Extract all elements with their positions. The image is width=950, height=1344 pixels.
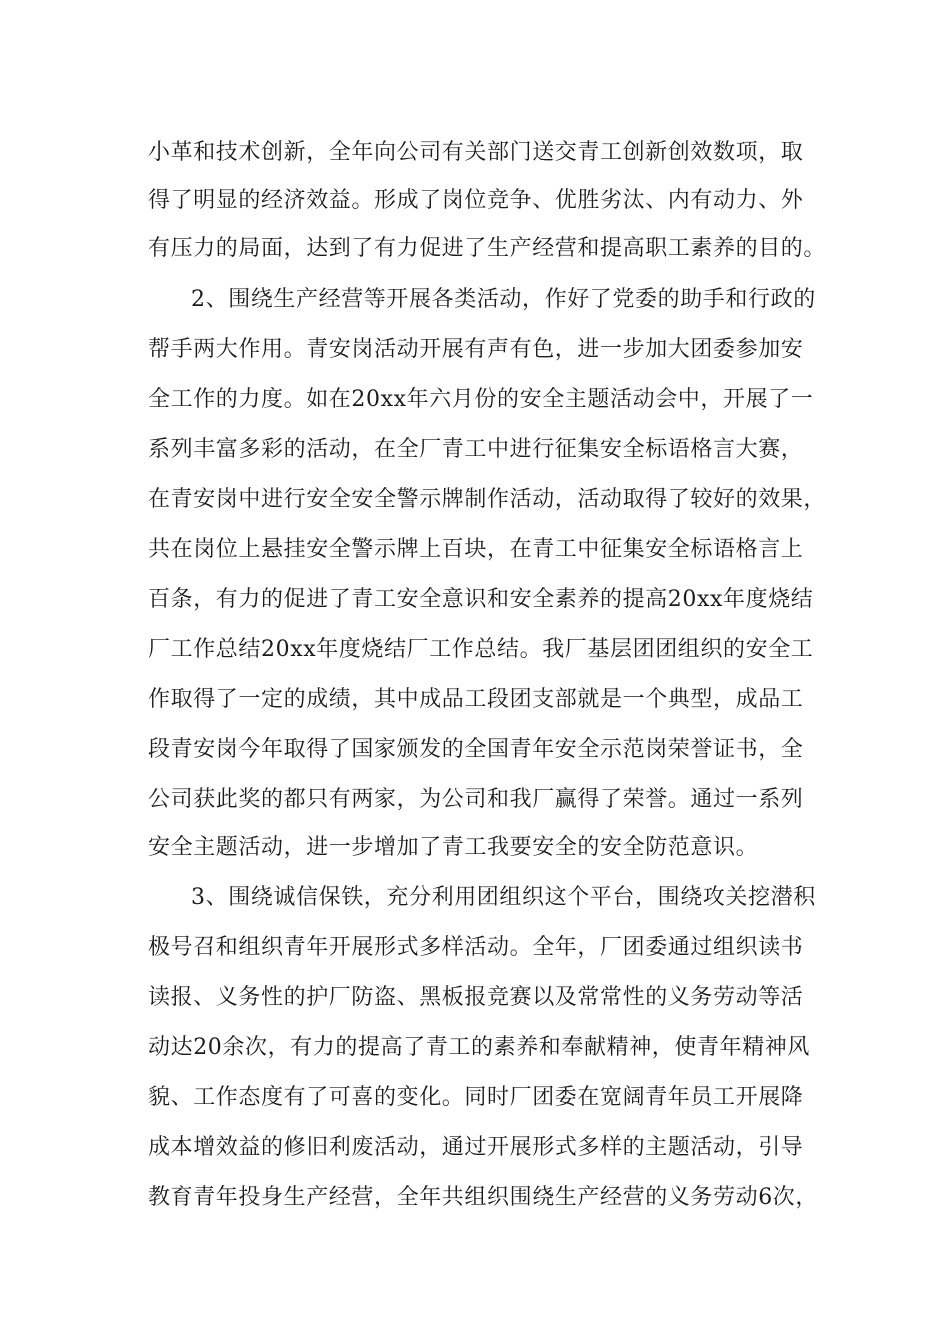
text-line: 读报、义务性的护厂防盗、黑板报竞赛以及常常性的义务劳动等活 <box>148 985 804 1010</box>
text-line: 全工作的力度。如在20xx年六月份的安全主题活动会中，开展了一 <box>148 387 814 412</box>
text-line: 作取得了一定的成绩，其中成品工段团支部就是一个典型，成品工 <box>148 687 804 712</box>
paragraph-start-line: 2、围绕生产经营等开展各类活动，作好了党委的助手和行政的 <box>191 287 816 312</box>
paragraph-start-line: 3、围绕诚信保铁，充分利用团组织这个平台，围绕攻关挖潜积 <box>191 885 816 910</box>
text-line: 在青安岗中进行安全安全警示牌制作活动，活动取得了较好的效果， <box>148 487 827 512</box>
text-line: 小革和技术创新，全年向公司有关部门送交青工创新创效数项，取 <box>148 140 804 165</box>
text-line: 公司获此奖的都只有两家，为公司和我厂赢得了荣誉。通过一系列 <box>148 787 804 812</box>
text-line: 安全主题活动，进一步增加了青工我要安全的安全防范意识。 <box>148 835 759 860</box>
text-line: 厂工作总结20xx年度烧结厂工作总结。我厂基层团团组织的安全工 <box>148 637 814 662</box>
text-line: 貌、工作态度有了可喜的变化。同时厂团委在宽阔青年员工开展降 <box>148 1085 804 1110</box>
text-line: 教育青年投身生产经营，全年共组织围绕生产经营的义务劳动6次， <box>148 1185 818 1210</box>
text-line: 帮手两大作用。青安岗活动开展有声有色，进一步加大团委参加安 <box>148 337 804 362</box>
text-line: 百条，有力的促进了青工安全意识和安全素养的提高20xx年度烧结 <box>148 587 814 612</box>
text-line: 得了明显的经济效益。形成了岗位竞争、优胜劣汰、内有动力、外 <box>148 188 804 213</box>
text-line: 系列丰富多彩的活动，在全厂青工中进行征集安全标语格言大赛， <box>148 437 804 462</box>
text-line: 动达20余次，有力的提高了青工的素养和奉献精神，使青年精神风 <box>148 1035 810 1060</box>
text-line: 成本增效益的修旧利废活动，通过开展形式多样的主题活动，引导 <box>148 1135 804 1160</box>
text-line: 共在岗位上悬挂安全警示牌上百块，在青工中征集安全标语格言上 <box>148 537 804 562</box>
text-line: 极号召和组织青年开展形式多样活动。全年，厂团委通过组织读书 <box>148 935 804 960</box>
text-line: 有压力的局面，达到了有力促进了生产经营和提高职工素养的目的。 <box>148 236 827 261</box>
text-line: 段青安岗今年取得了国家颁发的全国青年安全示范岗荣誉证书，全 <box>148 737 804 762</box>
